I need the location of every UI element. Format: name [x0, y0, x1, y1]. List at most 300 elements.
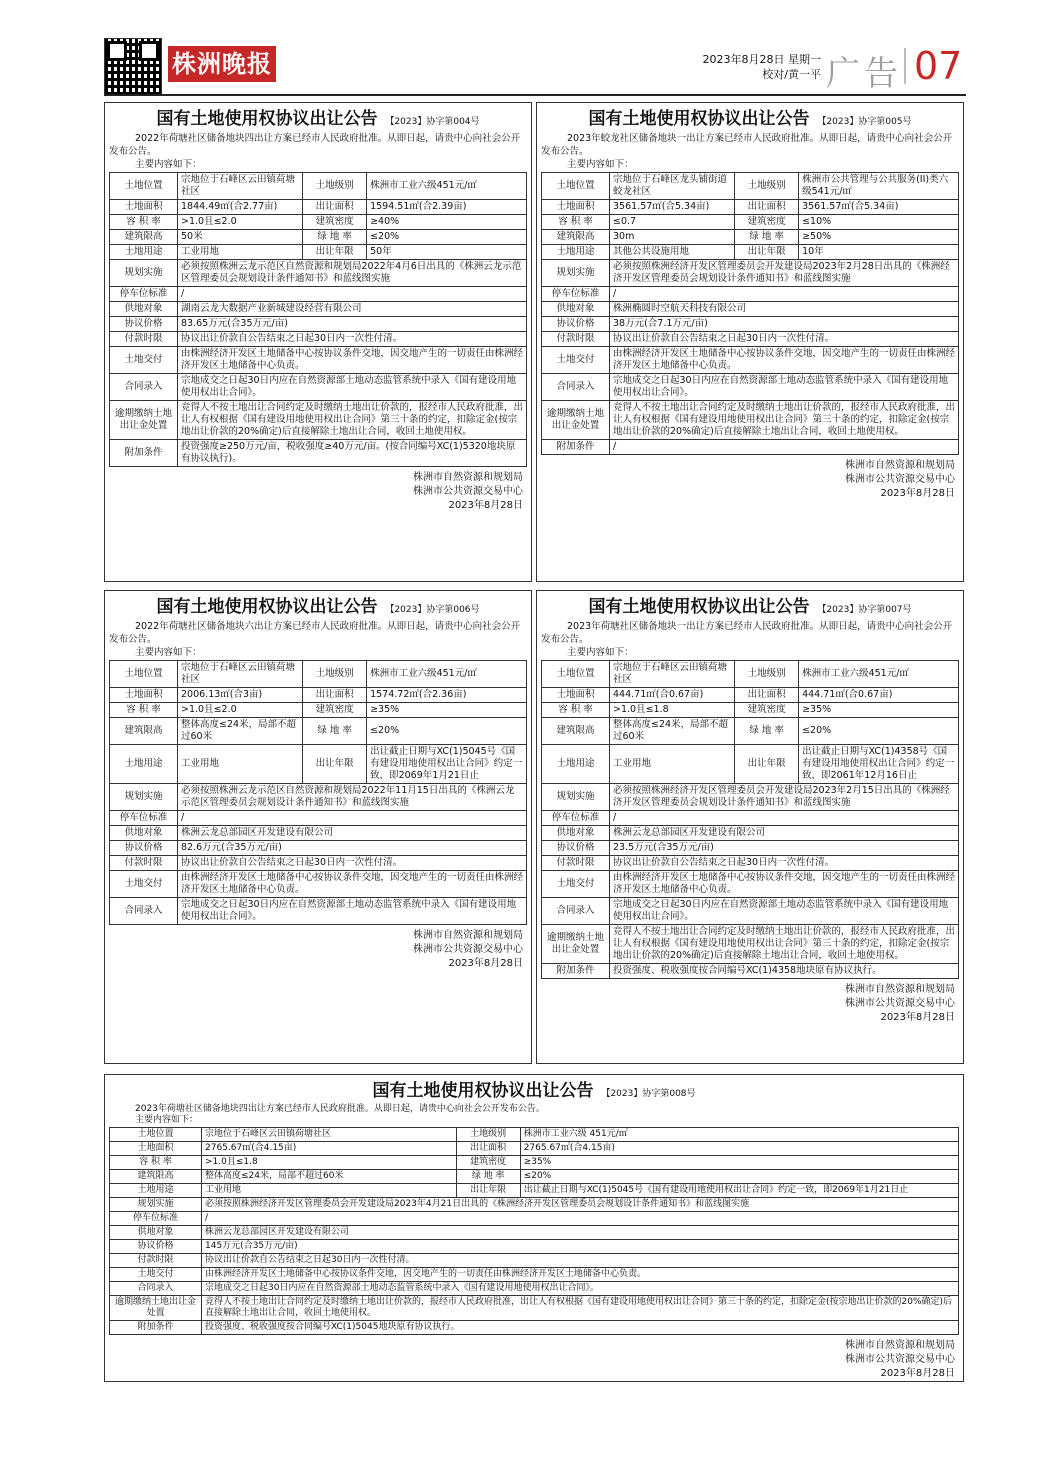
row-value-2: ≥50% [799, 230, 959, 245]
table-row [110, 661, 527, 688]
table-row [542, 260, 959, 287]
table-row [110, 1282, 959, 1296]
row-value: 3561.57㎡(合5.34亩) [610, 200, 735, 215]
row-value: / [610, 287, 959, 302]
signature-line: 2023年8月28日 [448, 500, 523, 511]
table-row [110, 745, 527, 784]
row-key: 付款时限 [542, 332, 610, 347]
table-row [542, 332, 959, 347]
row-key: 土地位置 [542, 173, 610, 200]
notice-signature [105, 1339, 963, 1381]
land-info-table [541, 172, 959, 455]
row-value-2: 50年 [367, 245, 527, 260]
row-value: 由株洲经济开发区土地储备中心按协议条件交地，因交地产生的一切责任由株洲经济开发区土地储备中心负责。 [178, 871, 527, 898]
row-key: 土地面积 [110, 688, 178, 703]
row-key-2: 出让面积 [303, 200, 367, 215]
signature-line: 株洲市公共资源交易中心 [845, 998, 955, 1009]
row-key-2: 出让面积 [735, 688, 799, 703]
row-value: >1.0且≤1.8 [202, 1156, 457, 1170]
row-key: 建筑限高 [110, 718, 178, 745]
row-key: 逾期缴纳土地出让金处置 [110, 401, 178, 440]
header-divider [904, 48, 906, 84]
row-key: 付款时限 [110, 1254, 202, 1268]
table-row [110, 347, 527, 374]
notice-005 [536, 102, 964, 582]
table-row [542, 287, 959, 302]
table-row [542, 826, 959, 841]
row-value: ≤0.7 [610, 215, 735, 230]
row-value: 宗地成交之日起30日内应在自然资源部土地动态监管系统中录入《国有建设用地使用权出让合同》。 [610, 374, 959, 401]
row-value-2: 出让截止日期与XC(1)4358号《国有建设用地使用权出让合同》约定一致，即2061年12月16日止 [799, 745, 959, 784]
table-row [110, 1198, 959, 1212]
row-key: 供地对象 [110, 826, 178, 841]
table-row [110, 826, 527, 841]
row-key: 容 积 率 [110, 703, 178, 718]
table-row [110, 688, 527, 703]
row-key: 停车位标准 [110, 287, 178, 302]
row-value: 工业用地 [202, 1184, 457, 1198]
row-key-2: 建筑密度 [735, 215, 799, 230]
table-row [542, 688, 959, 703]
row-value: 宗地成交之日起30日内应在自然资源部土地动态监管系统中录入《国有建设用地使用权出让合同》。 [610, 898, 959, 925]
signature-line: 株洲市公共资源交易中心 [845, 1354, 955, 1365]
row-value-2: 株洲市工业六级451元/㎡ [367, 661, 527, 688]
notice-subheading: 主要内容如下： [135, 159, 202, 170]
table-row [542, 173, 959, 200]
table-row [110, 1296, 959, 1321]
land-info-table [109, 172, 527, 467]
row-key: 容 积 率 [542, 215, 610, 230]
row-value: 必须按照株洲云龙示范区自然资源和规划局2022年4月6日出具的《株洲云龙示范区管理委员会规划设计条件通知书》和蓝线图实施 [178, 260, 527, 287]
row-key-2: 出让年限 [735, 245, 799, 260]
row-key: 逾期缴纳土地出让金处置 [542, 401, 610, 440]
row-key: 协议价格 [542, 317, 610, 332]
row-value: 必须按照株洲云龙示范区自然资源和规划局2022年11月15日出具的《株洲云龙示范区管理委员会规划设计条件通知书》和蓝线图实施 [178, 784, 527, 811]
row-value: 38万元(合7.1万元/亩) [610, 317, 959, 332]
table-row [542, 871, 959, 898]
table-row [110, 1156, 959, 1170]
row-key-2: 出让年限 [735, 745, 799, 784]
row-value: >1.0且≤2.0 [178, 215, 303, 230]
row-value: 其他公共设施用地 [610, 245, 735, 260]
row-value: 宗地成交之日起30日内应在自然资源部土地动态监管系统中录入《国有建设用地使用权出让合同》。 [178, 898, 527, 925]
row-value: 由株洲经济开发区土地储备中心按协议条件交地，因交地产生的一切责任由株洲经济开发区土地储备中心负责。 [178, 347, 527, 374]
row-value: 株洲云龙总部园区开发建设有限公司 [202, 1226, 959, 1240]
row-value: 145万元(合35万元/亩) [202, 1240, 959, 1254]
notice-subheading: 主要内容如下： [135, 647, 202, 658]
table-row [542, 964, 959, 979]
page-number: 07 [914, 44, 963, 88]
row-key-2: 出让面积 [303, 688, 367, 703]
row-value: 竞得人不按土地出让合同约定及时缴纳土地出让价款的，报经市人民政府批准，出让人有权根据《国有建设用地使用权出让合同》第三十条的约定，扣除定金(按宗地出让价款的20%确定)后直接解除土地出让合同，收回土地使用权。 [178, 401, 527, 440]
signature-line: 2023年8月28日 [448, 958, 523, 969]
table-row [110, 1128, 959, 1142]
row-value-2: 株洲市工业六级451元/㎡ [799, 661, 959, 688]
row-key-2: 建筑密度 [303, 703, 367, 718]
row-key: 合同录入 [542, 898, 610, 925]
signature-line: 株洲市自然资源和规划局 [413, 930, 523, 941]
row-key: 建筑限高 [542, 718, 610, 745]
row-value: 投资强度、税收强度按合同编号XC(1)5045地块原有协议执行。 [202, 1321, 959, 1335]
row-value: 由株洲经济开发区土地储备中心按协议条件交地，因交地产生的一切责任由株洲经济开发区土地储备中心负责。 [202, 1268, 959, 1282]
table-row [110, 1184, 959, 1198]
row-value: / [202, 1212, 959, 1226]
row-key-2: 出让面积 [735, 200, 799, 215]
row-key: 容 积 率 [110, 215, 178, 230]
signature-line: 株洲市自然资源和规划局 [845, 460, 955, 471]
table-row [542, 784, 959, 811]
notice-heading [105, 109, 531, 132]
notice-title: 国有土地使用权协议出让公告 [588, 597, 810, 617]
row-value: 必须按照株洲经济开发区管理委员会开发建设局2023年4月21日出具的《株洲经济开发区管理委员会规划设计条件通知书》和蓝线图实施 [202, 1198, 959, 1212]
table-row [110, 374, 527, 401]
row-key: 附加条件 [110, 1321, 202, 1335]
notice-006 [104, 590, 532, 1064]
notice-title: 国有土地使用权协议出让公告 [156, 109, 378, 129]
table-row [110, 1240, 959, 1254]
row-value: 由株洲经济开发区土地储备中心按协议条件交地，因交地产生的一切责任由株洲经济开发区土地储备中心负责。 [610, 871, 959, 898]
row-value: >1.0且≤2.0 [178, 703, 303, 718]
signature-line: 2023年8月28日 [880, 488, 955, 499]
table-row [542, 401, 959, 440]
row-value: 444.71㎡(合0.67亩) [610, 688, 735, 703]
row-key: 付款时限 [110, 856, 178, 871]
row-key: 停车位标准 [542, 811, 610, 826]
row-key-2: 出让年限 [303, 745, 367, 784]
notice-signature [105, 929, 531, 971]
table-row [110, 401, 527, 440]
row-value: 1844.49㎡(合2.77亩) [178, 200, 303, 215]
row-key: 逾期缴纳土地出让金处置 [542, 925, 610, 964]
notice-heading [537, 109, 963, 132]
row-key: 土地面积 [110, 200, 178, 215]
land-info-table [109, 1127, 959, 1335]
row-key: 土地交付 [542, 347, 610, 374]
row-value: / [610, 811, 959, 826]
row-value-2: 1574.72㎡(合2.36亩) [367, 688, 527, 703]
row-key: 土地用途 [110, 1184, 202, 1198]
table-row [110, 332, 527, 347]
row-key-2: 土地级别 [735, 661, 799, 688]
row-value: 宗地位于石峰区云田镇荷塘社区 [178, 173, 303, 200]
notice-signature [537, 983, 963, 1025]
row-value: 宗地位于石峰区龙头铺街道蛟龙社区 [610, 173, 735, 200]
row-value-2: 10年 [799, 245, 959, 260]
table-row [110, 784, 527, 811]
header-editor: 校对/黄一平 [762, 68, 821, 81]
row-key-2: 出让年限 [303, 245, 367, 260]
row-key: 规划实施 [110, 260, 178, 287]
table-row [110, 1170, 959, 1184]
row-value-2: 株洲市工业六级 451元/㎡ [520, 1128, 958, 1142]
row-key: 协议价格 [110, 841, 178, 856]
row-value: 2765.67㎡(合4.15亩) [202, 1142, 457, 1156]
row-key: 付款时限 [110, 332, 178, 347]
row-value: 协议出让价款自公告结束之日起30日内一次性付清。 [610, 332, 959, 347]
row-key-2: 建筑密度 [456, 1156, 520, 1170]
table-row [542, 215, 959, 230]
row-value-2: ≤20% [520, 1170, 958, 1184]
row-key-2: 土地级别 [456, 1128, 520, 1142]
signature-line: 株洲市自然资源和规划局 [845, 1340, 955, 1351]
notice-intro: 2022年荷塘社区储备地块六出让方案已经市人民政府批准。从即日起，请贵中心向社会公开发布公告。 [109, 621, 521, 645]
notice-title: 国有土地使用权协议出让公告 [156, 597, 378, 617]
row-key: 土地交付 [542, 871, 610, 898]
row-value: 竞得人不按土地出让合同约定及时缴纳土地出让价款的，报经市人民政府批准，出让人有权根据《国有建设用地使用权出让合同》第三十条的约定，扣除定金(按宗地出让价款的20%确定)后直接解除土地出让合同，收回土地使用权。 [610, 401, 959, 440]
row-value-2: ≤20% [367, 230, 527, 245]
table-row [110, 811, 527, 826]
header-rule [104, 94, 966, 96]
row-key: 土地面积 [110, 1142, 202, 1156]
signature-line: 2023年8月28日 [880, 1368, 955, 1379]
row-key: 容 积 率 [110, 1156, 202, 1170]
row-value: 整体高度≤24米，局部不超过60米 [202, 1170, 457, 1184]
row-key: 合同录入 [110, 374, 178, 401]
table-row [110, 317, 527, 332]
row-key: 合同录入 [542, 374, 610, 401]
notice-number: 【2023】协字第008号 [601, 1089, 696, 1099]
row-key: 土地位置 [110, 173, 178, 200]
row-value-2: ≤20% [799, 718, 959, 745]
row-value-2: 株洲市公共管理与公共服务(II)类六级541元/㎡ [799, 173, 959, 200]
row-key: 土地面积 [542, 200, 610, 215]
row-key: 规划实施 [110, 1198, 202, 1212]
table-row [110, 1321, 959, 1335]
signature-line: 株洲市自然资源和规划局 [845, 984, 955, 995]
notice-007 [536, 590, 964, 1064]
row-key-2: 土地级别 [735, 173, 799, 200]
row-key: 附加条件 [542, 440, 610, 455]
table-row [110, 230, 527, 245]
row-key: 规划实施 [542, 784, 610, 811]
table-row [110, 1226, 959, 1240]
notice-intro: 2023年荷塘社区储备地块四出让方案已经市人民政府批准。从即日起，请贵中心向社会公开发布公告。 [135, 1104, 545, 1114]
row-key: 土地用途 [542, 745, 610, 784]
row-value: 由株洲经济开发区土地储备中心按协议条件交地，因交地产生的一切责任由株洲经济开发区土地储备中心负责。 [610, 347, 959, 374]
notice-number: 【2023】协字第005号 [817, 117, 912, 127]
notice-heading [105, 597, 531, 620]
row-value-2: 3561.57㎡(合5.34亩) [799, 200, 959, 215]
row-value: 宗地位于石峰区云田镇荷塘社区 [202, 1128, 457, 1142]
row-value: 竞得人不按土地出让合同约定及时缴纳土地出让价款的，报经市人民政府批准，出让人有权根据《国有建设用地使用权出让合同》第三十条的约定，扣除定金(按宗地出让价款的20%确定)后直接解除土地出让合同，收回土地使用权。 [610, 925, 959, 964]
table-row [542, 898, 959, 925]
row-key: 停车位标准 [542, 287, 610, 302]
row-key: 土地位置 [542, 661, 610, 688]
table-row [110, 718, 527, 745]
notice-heading [537, 597, 963, 620]
row-value: 整体高度≤24米，局部不超过60米 [610, 718, 735, 745]
row-key: 土地用途 [110, 245, 178, 260]
row-key: 土地用途 [542, 245, 610, 260]
row-key: 协议价格 [110, 317, 178, 332]
row-value-2: 出让截止日期与XC(1)5045号《国有建设用地使用权出让合同》约定一致，即2069年1月21日止 [367, 745, 527, 784]
row-value: 必须按照株洲经济开发区管理委员会开发建设局2023年2月15日出具的《株洲经济开发区管理委员会规划设计条件通知书》和蓝线图实施 [610, 784, 959, 811]
table-row [110, 215, 527, 230]
row-key: 合同录入 [110, 898, 178, 925]
signature-line: 株洲市公共资源交易中心 [413, 944, 523, 955]
notice-subheading: 主要内容如下： [135, 1115, 199, 1125]
row-key: 土地交付 [110, 347, 178, 374]
row-key: 土地位置 [110, 661, 178, 688]
row-value: 宗地成交之日起30日内应在自然资源部土地动态监管系统中录入《国有建设用地使用权出让合同》。 [178, 374, 527, 401]
row-key: 付款时限 [542, 856, 610, 871]
row-value: 30m [610, 230, 735, 245]
row-value: 协议出让价款自公告结束之日起30日内一次性付清。 [610, 856, 959, 871]
row-value: 株洲云龙总部园区开发建设有限公司 [610, 826, 959, 841]
table-row [110, 703, 527, 718]
signature-line: 2023年8月28日 [880, 1012, 955, 1023]
row-value-2: 出让截止日期与XC(1)5045号《国有建设用地使用权出让合同》约定一致，即2069年1月21日止 [520, 1184, 958, 1198]
row-value: 投资强度、税收强度按合同编号XC(1)4358地块原有协议执行。 [610, 964, 959, 979]
row-value-2: 株洲市工业六级451元/㎡ [367, 173, 527, 200]
row-value-2: ≤10% [799, 215, 959, 230]
row-key: 土地用途 [110, 745, 178, 784]
row-value: / [610, 440, 959, 455]
row-key: 协议价格 [542, 841, 610, 856]
row-value: >1.0且≤1.8 [610, 703, 735, 718]
table-row [110, 200, 527, 215]
header-date-block [703, 52, 822, 82]
row-value: 株洲云龙总部园区开发建设有限公司 [178, 826, 527, 841]
row-value-2: ≤20% [367, 718, 527, 745]
table-row [110, 173, 527, 200]
row-value: 工业用地 [178, 745, 303, 784]
row-value: 宗地成交之日起30日内应在自然资源部土地动态监管系统中录入《国有建设用地使用权出让合同》。 [202, 1282, 959, 1296]
table-row [110, 1142, 959, 1156]
row-value: 83.65万元(合35万元/亩) [178, 317, 527, 332]
table-row [542, 841, 959, 856]
row-key-2: 建筑密度 [303, 215, 367, 230]
table-row [542, 811, 959, 826]
row-key: 规划实施 [542, 260, 610, 287]
notice-title: 国有土地使用权协议出让公告 [372, 1081, 594, 1101]
row-key: 供地对象 [110, 1226, 202, 1240]
table-row [542, 200, 959, 215]
qr-code [104, 38, 162, 96]
table-row [542, 745, 959, 784]
table-row [110, 287, 527, 302]
land-info-table [109, 660, 527, 925]
row-value-2: 2765.67㎡(合4.15亩) [520, 1142, 958, 1156]
row-key: 建筑限高 [110, 230, 178, 245]
row-value: 工业用地 [610, 745, 735, 784]
row-value: 2006.13㎡(合3亩) [178, 688, 303, 703]
row-key: 供地对象 [110, 302, 178, 317]
notice-number: 【2023】协字第007号 [817, 605, 912, 615]
table-row [110, 440, 527, 467]
row-key-2: 绿 地 率 [456, 1170, 520, 1184]
row-key: 停车位标准 [110, 1212, 202, 1226]
row-value: 82.6万元(合35万元/亩) [178, 841, 527, 856]
notice-intro: 2022年荷塘社区储备地块四出让方案已经市人民政府批准。从即日起，请贵中心向社会公开发布公告。 [109, 133, 521, 157]
table-row [542, 302, 959, 317]
row-value: 宗地位于石峰区云田镇荷塘社区 [178, 661, 303, 688]
table-row [542, 718, 959, 745]
header-date: 2023年8月28日 星期一 [702, 53, 821, 66]
section-category: 广告 [826, 54, 902, 94]
row-key: 逾期缴纳土地出让金处置 [110, 1296, 202, 1321]
row-value: 协议出让价款自公告结束之日起30日内一次性付清。 [178, 332, 527, 347]
row-key: 合同录入 [110, 1282, 202, 1296]
row-key-2: 绿 地 率 [303, 230, 367, 245]
row-key: 协议价格 [110, 1240, 202, 1254]
notice-subheading: 主要内容如下： [567, 647, 634, 658]
row-value-2: ≥35% [520, 1156, 958, 1170]
notice-intro: 2023年荷塘社区储备地块一出让方案已经市人民政府批准。从即日起，请贵中心向社会公开发布公告。 [541, 621, 953, 645]
row-key: 土地位置 [110, 1128, 202, 1142]
row-key: 土地面积 [542, 688, 610, 703]
row-value: 湖南云龙大数据产业新城建设经营有限公司 [178, 302, 527, 317]
notice-004 [104, 102, 532, 582]
table-row [542, 374, 959, 401]
row-key-2: 土地级别 [303, 173, 367, 200]
row-key: 附加条件 [110, 440, 178, 467]
row-key: 供地对象 [542, 826, 610, 841]
row-key: 容 积 率 [542, 703, 610, 718]
notice-intro: 2023年蛟龙社区储备地块一出让方案已经市人民政府批准。从即日起，请贵中心向社会公开发布公告。 [541, 133, 953, 157]
table-row [110, 856, 527, 871]
table-row [110, 260, 527, 287]
row-key-2: 土地级别 [303, 661, 367, 688]
table-row [542, 703, 959, 718]
signature-line: 株洲市公共资源交易中心 [413, 486, 523, 497]
table-row [542, 245, 959, 260]
signature-line: 株洲市自然资源和规划局 [413, 472, 523, 483]
row-key: 建筑限高 [542, 230, 610, 245]
table-row [542, 230, 959, 245]
notice-heading [105, 1081, 963, 1104]
row-value: / [178, 287, 527, 302]
row-value: 整体高度≤24米，局部不超过60米 [178, 718, 303, 745]
notice-008 [104, 1074, 964, 1382]
row-key: 土地交付 [110, 1268, 202, 1282]
table-row [542, 661, 959, 688]
row-value-2: 444.71㎡(合0.67亩) [799, 688, 959, 703]
newspaper-logo: 株洲晚报 [168, 46, 276, 82]
table-row [110, 245, 527, 260]
row-value: 23.5万元(合35万元/亩) [610, 841, 959, 856]
table-row [110, 841, 527, 856]
row-key-2: 出让面积 [456, 1142, 520, 1156]
row-value-2: ≥35% [367, 703, 527, 718]
table-row [110, 1268, 959, 1282]
row-key: 附加条件 [542, 964, 610, 979]
land-info-table [541, 660, 959, 979]
row-value-2: ≥35% [799, 703, 959, 718]
table-row [110, 898, 527, 925]
row-key-2: 绿 地 率 [735, 718, 799, 745]
row-value: 协议出让价款自公告结束之日起30日内一次性付清。 [178, 856, 527, 871]
row-key-2: 建筑密度 [735, 703, 799, 718]
table-row [542, 925, 959, 964]
row-value: 工业用地 [178, 245, 303, 260]
notice-subheading: 主要内容如下： [567, 159, 634, 170]
row-value: 竞得人不按土地出让合同约定及时缴纳土地出让价款的，报经市人民政府批准，出让人有权根据《国有建设用地使用权出让合同》第三十条的约定，扣除定金(按宗地出让价款的20%确定)后直接解除土地出让合同，收回土地使用权。 [202, 1296, 959, 1321]
table-row [542, 317, 959, 332]
table-row [542, 856, 959, 871]
notice-signature [537, 459, 963, 501]
row-value: 投资强度≥250万元/亩，税收强度≥40万元/亩。(按合同编号XC(1)5320地块原有协议执行)。 [178, 440, 527, 467]
notice-signature [105, 471, 531, 513]
table-row [542, 440, 959, 455]
row-value: 株洲椭圆时空航天科技有限公司 [610, 302, 959, 317]
row-key: 规划实施 [110, 784, 178, 811]
row-key: 供地对象 [542, 302, 610, 317]
table-row [110, 1254, 959, 1268]
notice-number: 【2023】协字第004号 [385, 117, 480, 127]
row-key: 停车位标准 [110, 811, 178, 826]
notice-title: 国有土地使用权协议出让公告 [588, 109, 810, 129]
